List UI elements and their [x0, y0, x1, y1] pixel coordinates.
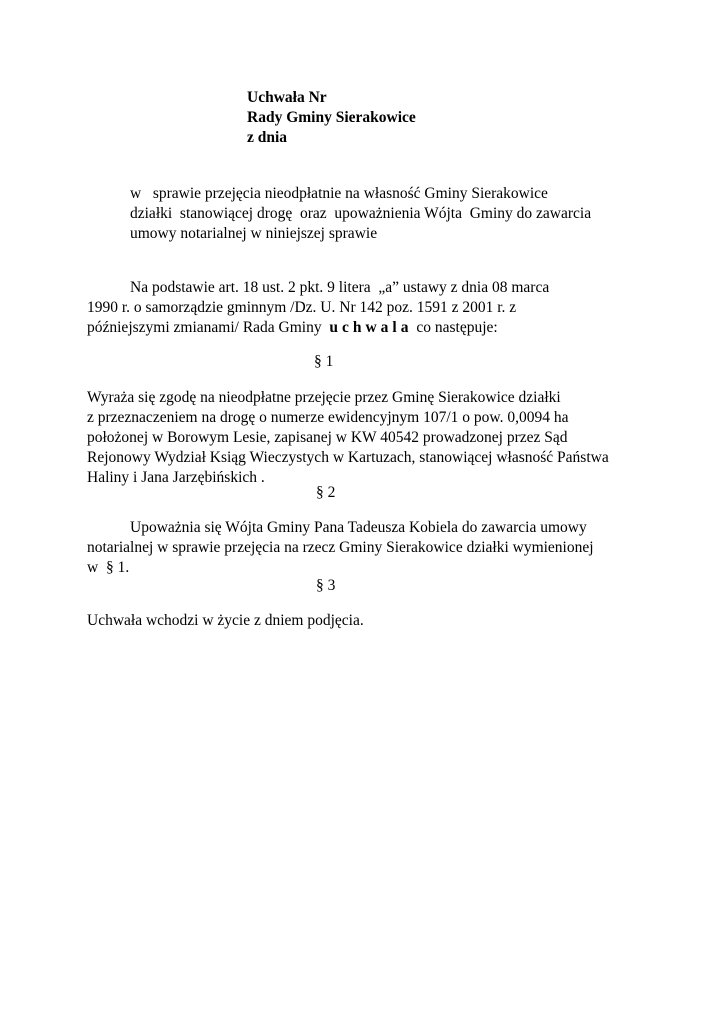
section-line: Rejonowy Wydział Ksiąg Wieczystych w Kartuzach, stanowiącej własność Państwa: [87, 449, 609, 466]
section-mark: § 3: [316, 577, 336, 594]
section-line: Wyraża się zgodę na nieodpłatne przejęcie przez Gminę Sierakowice działki: [87, 389, 561, 406]
preamble-line: [87, 320, 498, 336]
section-line: z przeznaczeniem na drogę o numerze ewidencyjnym 107/1 o pow. 0,0094 ha: [87, 409, 569, 426]
section-line: notarialnej w sprawie przejęcia na rzecz Gminy Sierakowice działki wymienionej: [87, 539, 594, 556]
subject-line: działki stanowiącej drogę oraz upoważnienia Wójta Gminy do zawarcia: [130, 205, 592, 222]
section-mark: § 2: [316, 484, 336, 501]
section-mark: § 1: [314, 353, 334, 370]
preamble-line: Na podstawie art. 18 ust. 2 pkt. 9 litera „a” ustawy z dnia 08 marca: [130, 279, 550, 296]
section-line: Haliny i Jana Jarzębińskich .: [87, 469, 265, 486]
section-line: położonej w Borowym Lesie, zapisanej w KW 40542 prowadzonej przez Sąd: [87, 429, 568, 446]
resolution-title: Uchwała Nr: [247, 89, 327, 106]
council-name: Rady Gminy Sierakowice: [247, 109, 416, 126]
section-line: w § 1.: [87, 559, 130, 576]
section-line: Upoważnia się Wójta Gminy Pana Tadeusza Kobiela do zawarcia umowy: [130, 519, 587, 536]
preamble-text: co następuje:: [412, 319, 498, 336]
resolution-date: z dnia: [247, 129, 288, 146]
section-line: Uchwała wchodzi w życie z dniem podjęcia.: [87, 612, 364, 629]
preamble-text: późniejszymi zmianami/ Rada Gminy: [87, 319, 330, 336]
resolution-keyword: uchwala: [329, 319, 413, 336]
subject-line: umowy notarialnej w niniejszej sprawie: [130, 225, 378, 242]
subject-line: w sprawie przejęcia nieodpłatnie na własność Gminy Sierakowice: [130, 185, 548, 202]
preamble-line: 1990 r. o samorządzie gminnym /Dz. U. Nr 142 poz. 1591 z 2001 r. z: [87, 299, 517, 316]
